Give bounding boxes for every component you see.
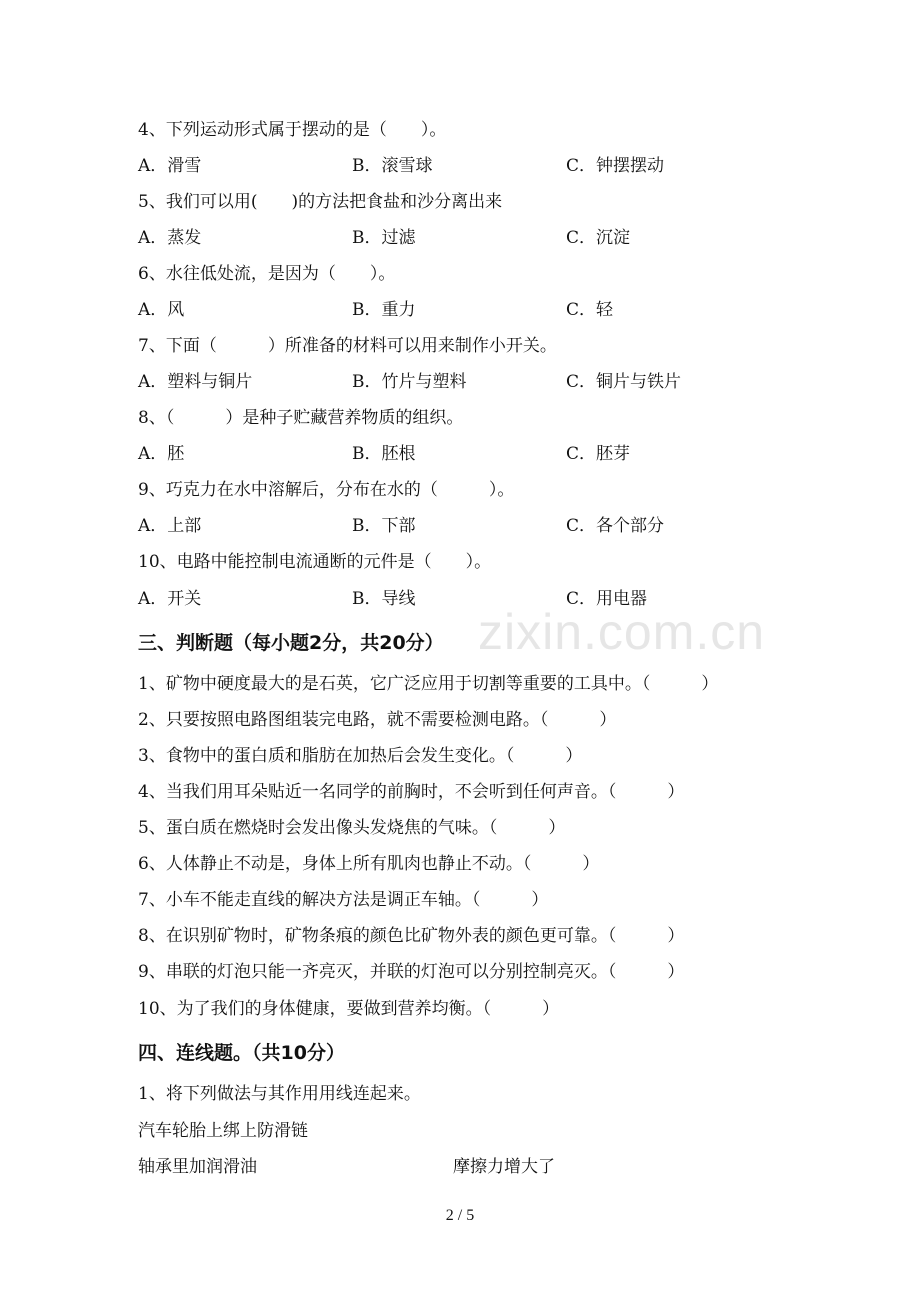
section-3-title: 三、判断题（每小题2分，共20分） xyxy=(138,632,444,654)
mc-option-a: A．胚 xyxy=(138,444,185,464)
mc-option-b: B．重力 xyxy=(352,300,416,320)
judge-item-5: 5、蛋白质在燃烧时会发出像头发烧焦的气味。（ ） xyxy=(138,818,566,838)
judge-item-3: 3、食物中的蛋白质和脂肪在加热后会发生变化。（ ） xyxy=(138,746,583,766)
mc-option-a: A．蒸发 xyxy=(138,228,202,248)
mc-question-10: 10、电路中能控制电流通断的元件是（ ）。 xyxy=(138,552,492,572)
mc-question-7: 7、下面（ ）所准备的材料可以用来制作小开关。 xyxy=(138,336,557,356)
judge-item-6: 6、人体静止不动是，身体上所有肌肉也静止不动。（ ） xyxy=(138,854,600,874)
section-4-title: 四、连线题。（共10分） xyxy=(138,1042,345,1064)
matching-left-item-2: 轴承里加润滑油 xyxy=(138,1157,257,1177)
judge-item-10: 10、为了我们的身体健康，要做到营养均衡。（ ） xyxy=(138,999,560,1019)
mc-option-c: C．钟摆摆动 xyxy=(566,156,665,176)
mc-question-5: 5、我们可以用( )的方法把食盐和沙分离出来 xyxy=(138,192,503,212)
matching-left-item-1: 汽车轮胎上绑上防滑链 xyxy=(138,1121,308,1141)
mc-option-a: A．塑料与铜片 xyxy=(138,372,253,392)
judge-item-8: 8、在识别矿物时，矿物条痕的颜色比矿物外表的颜色更可靠。（ ） xyxy=(138,926,685,946)
mc-option-a: A．开关 xyxy=(138,589,202,609)
mc-option-a: A．滑雪 xyxy=(138,156,202,176)
mc-option-c: C．铜片与铁片 xyxy=(566,372,682,392)
mc-option-b: B．导线 xyxy=(352,589,416,609)
matching-right-item-1: 摩擦力增大了 xyxy=(453,1157,555,1177)
mc-option-a: A．上部 xyxy=(138,516,202,536)
mc-option-b: B．下部 xyxy=(352,516,416,536)
matching-question: 1、将下列做法与其作用用线连起来。 xyxy=(138,1084,421,1104)
judge-item-4: 4、当我们用耳朵贴近一名同学的前胸时，不会听到任何声音。（ ） xyxy=(138,782,685,802)
mc-question-6: 6、水往低处流，是因为（ ）。 xyxy=(138,264,396,284)
mc-option-b: B．过滤 xyxy=(352,228,416,248)
mc-option-a: A．风 xyxy=(138,300,185,320)
mc-option-c: C．胚芽 xyxy=(566,444,631,464)
mc-question-8: 8、（ ）是种子贮藏营养物质的组织。 xyxy=(138,408,464,428)
mc-option-c: C．用电器 xyxy=(566,589,648,609)
mc-option-b: B．胚根 xyxy=(352,444,416,464)
mc-option-b: B．竹片与塑料 xyxy=(352,372,467,392)
judge-item-1: 1、矿物中硬度最大的是石英，它广泛应用于切割等重要的工具中。（ ） xyxy=(138,674,719,694)
mc-option-c: C．各个部分 xyxy=(566,516,665,536)
mc-option-c: C．轻 xyxy=(566,300,614,320)
judge-item-9: 9、串联的灯泡只能一齐亮灭，并联的灯泡可以分别控制亮灭。（ ） xyxy=(138,962,685,982)
mc-question-9: 9、巧克力在水中溶解后，分布在水的（ ）。 xyxy=(138,480,515,500)
page-number: 2 / 5 xyxy=(445,1207,475,1224)
judge-item-7: 7、小车不能走直线的解决方法是调正车轴。（ ） xyxy=(138,890,549,910)
mc-question-4: 4、下列运动形式属于摆动的是（ ）。 xyxy=(138,120,447,140)
judge-item-2: 2、只要按照电路图组装完电路，就不需要检测电路。（ ） xyxy=(138,710,617,730)
watermark: zixin.com.cn xyxy=(478,604,766,660)
mc-option-c: C．沉淀 xyxy=(566,228,631,248)
mc-option-b: B．滚雪球 xyxy=(352,156,433,176)
